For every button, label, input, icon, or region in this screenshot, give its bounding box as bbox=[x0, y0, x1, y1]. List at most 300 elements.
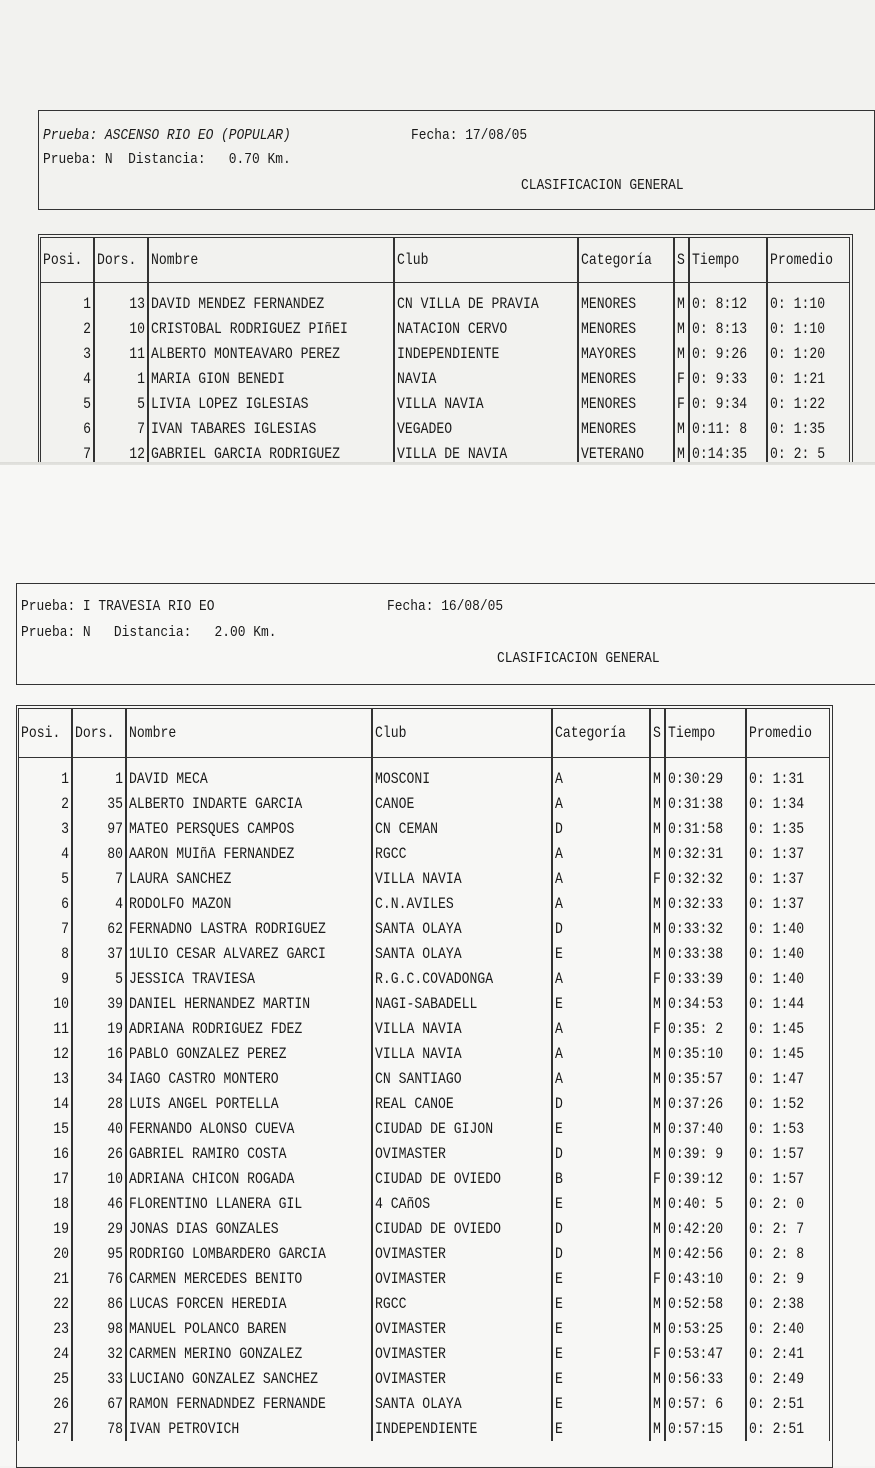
cell-promedio: 0: 2: 7 bbox=[746, 1216, 830, 1241]
fecha-label: Fecha: 17/08/05 bbox=[411, 127, 528, 144]
table-row bbox=[18, 991, 830, 1016]
cell-promedio: 0: 2: 0 bbox=[746, 1191, 830, 1216]
column-header-promedio: Promedio bbox=[746, 708, 830, 758]
cell-categoria: E bbox=[552, 941, 650, 966]
cell-dorsal: 16 bbox=[72, 1041, 126, 1066]
table-row bbox=[18, 1341, 830, 1366]
cell-promedio: 0: 1:20 bbox=[767, 341, 850, 366]
cell-nombre: GABRIEL GARCIA RODRIGUEZ bbox=[148, 441, 394, 466]
cell-sexo: F bbox=[674, 366, 690, 391]
cell-tiempo: 0:43:10 bbox=[665, 1266, 746, 1291]
cell-tiempo: 0:53:47 bbox=[665, 1341, 746, 1366]
cell-categoria: D bbox=[552, 1141, 650, 1166]
cell-sexo: M bbox=[650, 1141, 666, 1166]
cell-club: CANOE bbox=[372, 791, 552, 816]
cell-dorsal: 78 bbox=[72, 1416, 126, 1441]
cell-promedio: 0: 1:57 bbox=[746, 1166, 830, 1191]
cell-tiempo: 0:33:32 bbox=[665, 916, 746, 941]
cell-dorsal: 34 bbox=[72, 1066, 126, 1091]
cell-categoria: D bbox=[552, 1216, 650, 1241]
table-header-row bbox=[40, 237, 850, 283]
cell-promedio: 0: 1:45 bbox=[746, 1041, 830, 1066]
cell-nombre: PABLO GONZALEZ PEREZ bbox=[126, 1041, 372, 1066]
column-header-categoria: Categoría bbox=[578, 237, 673, 283]
results-sheet-ascenso bbox=[0, 0, 875, 470]
cell-tiempo: 0:14:35 bbox=[689, 441, 767, 466]
cell-posicion: 22 bbox=[18, 1291, 72, 1316]
cell-nombre: DAVID MENDEZ FERNANDEZ bbox=[148, 291, 394, 316]
cell-posicion: 7 bbox=[18, 916, 72, 941]
cell-dorsal: 1 bbox=[94, 366, 148, 391]
cell-categoria: A bbox=[552, 766, 650, 791]
race-header-box bbox=[38, 110, 875, 210]
cell-club: CN SANTIAGO bbox=[372, 1066, 552, 1091]
cell-categoria: MENORES bbox=[578, 391, 673, 416]
cell-nombre: MARIA GION BENEDI bbox=[148, 366, 394, 391]
table-row bbox=[40, 316, 850, 341]
cell-dorsal: 80 bbox=[72, 841, 126, 866]
cell-sexo: F bbox=[650, 866, 666, 891]
cell-posicion: 7 bbox=[40, 441, 94, 466]
cell-promedio: 0: 1:44 bbox=[746, 991, 830, 1016]
column-header-dorsal: Dors. bbox=[72, 708, 126, 758]
cell-dorsal: 97 bbox=[72, 816, 126, 841]
cell-club: CN VILLA DE PRAVIA bbox=[394, 291, 578, 316]
cell-club: NAVIA bbox=[394, 366, 578, 391]
cell-tiempo: 0: 8:12 bbox=[689, 291, 767, 316]
cell-tiempo: 0:33:38 bbox=[665, 941, 746, 966]
cell-sexo: M bbox=[674, 416, 690, 441]
column-header-nombre: Nombre bbox=[126, 708, 372, 758]
cell-categoria: MENORES bbox=[578, 291, 673, 316]
cell-club: CIUDAD DE GIJON bbox=[372, 1116, 552, 1141]
cell-club: RGCC bbox=[372, 1291, 552, 1316]
cell-tiempo: 0:42:20 bbox=[665, 1216, 746, 1241]
cell-categoria: E bbox=[552, 1291, 650, 1316]
cell-nombre: DAVID MECA bbox=[126, 766, 372, 791]
column-header-club: Club bbox=[394, 237, 578, 283]
cell-tiempo: 0:32:31 bbox=[665, 841, 746, 866]
column-header-categoria: Categoría bbox=[552, 708, 650, 758]
cell-club: R.G.C.COVADONGA bbox=[372, 966, 552, 991]
cell-club: VILLA NAVIA bbox=[372, 1016, 552, 1041]
cell-nombre: LUCIANO GONZALEZ SANCHEZ bbox=[126, 1366, 372, 1391]
cell-promedio: 0: 1:52 bbox=[746, 1091, 830, 1116]
cell-nombre: ADRIANA CHICON ROGADA bbox=[126, 1166, 372, 1191]
cell-sexo: F bbox=[650, 1266, 666, 1291]
column-header-club: Club bbox=[372, 708, 552, 758]
cell-nombre: CARMEN MERINO GONZALEZ bbox=[126, 1341, 372, 1366]
cell-club: CN CEMAN bbox=[372, 816, 552, 841]
column-header-nombre: Nombre bbox=[148, 237, 394, 283]
cell-nombre: LUIS ANGEL PORTELLA bbox=[126, 1091, 372, 1116]
cell-categoria: MENORES bbox=[578, 366, 673, 391]
cell-dorsal: 13 bbox=[94, 291, 148, 316]
cell-categoria: A bbox=[552, 841, 650, 866]
cell-club: REAL CANOE bbox=[372, 1091, 552, 1116]
column-header-dorsal: Dors. bbox=[94, 237, 148, 283]
table-row bbox=[18, 1016, 830, 1041]
cell-categoria: A bbox=[552, 966, 650, 991]
cell-posicion: 20 bbox=[18, 1241, 72, 1266]
cell-nombre: ALBERTO MONTEAVARO PEREZ bbox=[148, 341, 394, 366]
cell-nombre: MATEO PERSQUES CAMPOS bbox=[126, 816, 372, 841]
cell-sexo: M bbox=[674, 341, 690, 366]
cell-club: SANTA OLAYA bbox=[372, 941, 552, 966]
cell-categoria: A bbox=[552, 1016, 650, 1041]
cell-dorsal: 29 bbox=[72, 1216, 126, 1241]
cell-dorsal: 10 bbox=[72, 1166, 126, 1191]
cell-promedio: 0: 2:51 bbox=[746, 1416, 830, 1441]
prueba-label: Prueba: I TRAVESIA RIO EO bbox=[21, 598, 215, 615]
cell-promedio: 0: 2:49 bbox=[746, 1366, 830, 1391]
cell-nombre: CARMEN MERCEDES BENITO bbox=[126, 1266, 372, 1291]
cell-sexo: M bbox=[650, 766, 666, 791]
results-table bbox=[40, 237, 850, 466]
cell-promedio: 0: 2: 9 bbox=[746, 1266, 830, 1291]
cell-nombre: IAGO CASTRO MONTERO bbox=[126, 1066, 372, 1091]
cell-posicion: 14 bbox=[18, 1091, 72, 1116]
cell-club: INDEPENDIENTE bbox=[394, 341, 578, 366]
cell-promedio: 0: 1:21 bbox=[767, 366, 850, 391]
cell-club: C.N.AVILES bbox=[372, 891, 552, 916]
cell-dorsal: 10 bbox=[94, 316, 148, 341]
cell-categoria: A bbox=[552, 1066, 650, 1091]
cell-categoria: D bbox=[552, 916, 650, 941]
cell-tiempo: 0:31:58 bbox=[665, 816, 746, 841]
cell-tiempo: 0:39:12 bbox=[665, 1166, 746, 1191]
cell-club: 4 CAñOS bbox=[372, 1191, 552, 1216]
cell-categoria: E bbox=[552, 1116, 650, 1141]
cell-tiempo: 0:32:32 bbox=[665, 866, 746, 891]
cell-dorsal: 76 bbox=[72, 1266, 126, 1291]
table-row bbox=[18, 766, 830, 791]
cell-dorsal: 86 bbox=[72, 1291, 126, 1316]
cell-dorsal: 12 bbox=[94, 441, 148, 466]
distance-label: Prueba: N Distancia: 0.70 Km. bbox=[43, 151, 291, 168]
cell-tiempo: 0:42:56 bbox=[665, 1241, 746, 1266]
cell-nombre: FLORENTINO LLANERA GIL bbox=[126, 1191, 372, 1216]
cell-nombre: JESSICA TRAVIESA bbox=[126, 966, 372, 991]
cell-tiempo: 0:57: 6 bbox=[665, 1391, 746, 1416]
cell-sexo: M bbox=[650, 941, 666, 966]
cell-categoria: E bbox=[552, 1191, 650, 1216]
cell-tiempo: 0: 9:26 bbox=[689, 341, 767, 366]
table-row bbox=[18, 1366, 830, 1391]
cell-dorsal: 19 bbox=[72, 1016, 126, 1041]
cell-posicion: 4 bbox=[18, 841, 72, 866]
cell-nombre: LIVIA LOPEZ IGLESIAS bbox=[148, 391, 394, 416]
cell-categoria: B bbox=[552, 1166, 650, 1191]
cell-sexo: M bbox=[650, 1066, 666, 1091]
cell-sexo: F bbox=[650, 1341, 666, 1366]
table-row bbox=[18, 1091, 830, 1116]
cell-categoria: D bbox=[552, 1091, 650, 1116]
table-row bbox=[18, 941, 830, 966]
cell-tiempo: 0:57:15 bbox=[665, 1416, 746, 1441]
table-row bbox=[18, 1066, 830, 1091]
cell-club: RGCC bbox=[372, 841, 552, 866]
cell-sexo: F bbox=[674, 391, 690, 416]
cell-tiempo: 0:39: 9 bbox=[665, 1141, 746, 1166]
cell-tiempo: 0: 9:34 bbox=[689, 391, 767, 416]
cell-tiempo: 0: 8:13 bbox=[689, 316, 767, 341]
cell-posicion: 3 bbox=[40, 341, 94, 366]
cell-tiempo: 0:40: 5 bbox=[665, 1191, 746, 1216]
cell-tiempo: 0:34:53 bbox=[665, 991, 746, 1016]
cell-tiempo: 0:37:26 bbox=[665, 1091, 746, 1116]
cell-club: MOSCONI bbox=[372, 766, 552, 791]
cell-dorsal: 7 bbox=[94, 416, 148, 441]
cell-sexo: M bbox=[650, 791, 666, 816]
cell-posicion: 1 bbox=[18, 766, 72, 791]
cell-nombre: ALBERTO INDARTE GARCIA bbox=[126, 791, 372, 816]
table-row bbox=[40, 416, 850, 441]
cell-tiempo: 0:11: 8 bbox=[689, 416, 767, 441]
prueba-label: Prueba: ASCENSO RIO EO (POPULAR) bbox=[43, 127, 291, 144]
cell-sexo: M bbox=[674, 291, 690, 316]
cell-dorsal: 33 bbox=[72, 1366, 126, 1391]
cell-sexo: M bbox=[650, 1091, 666, 1116]
cell-tiempo: 0:53:25 bbox=[665, 1316, 746, 1341]
cell-sexo: M bbox=[650, 1216, 666, 1241]
cell-nombre: FERNADNO LASTRA RODRIGUEZ bbox=[126, 916, 372, 941]
cell-club: OVIMASTER bbox=[372, 1341, 552, 1366]
report-title: CLASIFICACION GENERAL bbox=[521, 177, 684, 194]
cell-posicion: 8 bbox=[18, 941, 72, 966]
cell-posicion: 5 bbox=[40, 391, 94, 416]
cell-categoria: E bbox=[552, 991, 650, 1016]
cell-posicion: 16 bbox=[18, 1141, 72, 1166]
cell-dorsal: 39 bbox=[72, 991, 126, 1016]
cell-posicion: 26 bbox=[18, 1391, 72, 1416]
results-sheet-travesia bbox=[0, 465, 875, 1466]
cell-promedio: 0: 1:45 bbox=[746, 1016, 830, 1041]
column-header-tiempo: Tiempo bbox=[665, 708, 746, 758]
cell-sexo: M bbox=[650, 816, 666, 841]
cell-categoria: E bbox=[552, 1316, 650, 1341]
cell-sexo: M bbox=[650, 1291, 666, 1316]
table-row bbox=[40, 341, 850, 366]
cell-posicion: 23 bbox=[18, 1316, 72, 1341]
cell-posicion: 3 bbox=[18, 816, 72, 841]
table-row bbox=[18, 1216, 830, 1241]
cell-club: SANTA OLAYA bbox=[372, 916, 552, 941]
cell-sexo: M bbox=[650, 1041, 666, 1066]
table-row bbox=[18, 966, 830, 991]
cell-nombre: RAMON FERNADNDEZ FERNANDE bbox=[126, 1391, 372, 1416]
cell-nombre: ADRIANA RODRIGUEZ FDEZ bbox=[126, 1016, 372, 1041]
cell-promedio: 0: 1:37 bbox=[746, 866, 830, 891]
cell-nombre: LAURA SANCHEZ bbox=[126, 866, 372, 891]
table-header-row bbox=[18, 708, 830, 758]
cell-club: SANTA OLAYA bbox=[372, 1391, 552, 1416]
table-row bbox=[18, 816, 830, 841]
cell-promedio: 0: 1:37 bbox=[746, 891, 830, 916]
cell-tiempo: 0:35: 2 bbox=[665, 1016, 746, 1041]
cell-dorsal: 62 bbox=[72, 916, 126, 941]
cell-posicion: 13 bbox=[18, 1066, 72, 1091]
cell-categoria: E bbox=[552, 1341, 650, 1366]
cell-sexo: M bbox=[650, 1416, 666, 1441]
cell-tiempo: 0:35:57 bbox=[665, 1066, 746, 1091]
cell-sexo: F bbox=[650, 966, 666, 991]
table-row bbox=[18, 1041, 830, 1066]
cell-nombre: IVAN PETROVICH bbox=[126, 1416, 372, 1441]
cell-promedio: 0: 1:35 bbox=[746, 816, 830, 841]
cell-nombre: 1ULIO CESAR ALVAREZ GARCI bbox=[126, 941, 372, 966]
cell-posicion: 10 bbox=[18, 991, 72, 1016]
cell-club: VEGADEO bbox=[394, 416, 578, 441]
cell-posicion: 2 bbox=[40, 316, 94, 341]
cell-posicion: 11 bbox=[18, 1016, 72, 1041]
cell-posicion: 5 bbox=[18, 866, 72, 891]
cell-sexo: F bbox=[650, 1016, 666, 1041]
column-header-sexo: S bbox=[650, 708, 666, 758]
cell-sexo: M bbox=[674, 441, 690, 466]
table-row bbox=[18, 891, 830, 916]
cell-club: NAGI-SABADELL bbox=[372, 991, 552, 1016]
cell-categoria: E bbox=[552, 1366, 650, 1391]
cell-promedio: 0: 2:40 bbox=[746, 1316, 830, 1341]
table-row bbox=[18, 1166, 830, 1191]
cell-promedio: 0: 1:31 bbox=[746, 766, 830, 791]
fecha-label: Fecha: 16/08/05 bbox=[387, 598, 504, 615]
cell-club: OVIMASTER bbox=[372, 1366, 552, 1391]
table-row bbox=[18, 1316, 830, 1341]
cell-club: OVIMASTER bbox=[372, 1241, 552, 1266]
cell-categoria: A bbox=[552, 891, 650, 916]
cell-categoria: E bbox=[552, 1266, 650, 1291]
cell-nombre: GABRIEL RAMIRO COSTA bbox=[126, 1141, 372, 1166]
cell-posicion: 18 bbox=[18, 1191, 72, 1216]
cell-posicion: 21 bbox=[18, 1266, 72, 1291]
cell-promedio: 0: 1:40 bbox=[746, 916, 830, 941]
column-header-tiempo: Tiempo bbox=[689, 237, 767, 283]
cell-club: INDEPENDIENTE bbox=[372, 1416, 552, 1441]
cell-sexo: M bbox=[674, 316, 690, 341]
cell-posicion: 27 bbox=[18, 1416, 72, 1441]
table-row bbox=[18, 1391, 830, 1416]
cell-promedio: 0: 1:40 bbox=[746, 941, 830, 966]
cell-tiempo: 0:37:40 bbox=[665, 1116, 746, 1141]
cell-posicion: 4 bbox=[40, 366, 94, 391]
table-row bbox=[18, 1241, 830, 1266]
cell-posicion: 24 bbox=[18, 1341, 72, 1366]
table-row bbox=[18, 841, 830, 866]
cell-club: VILLA DE NAVIA bbox=[394, 441, 578, 466]
cell-posicion: 15 bbox=[18, 1116, 72, 1141]
table-row bbox=[40, 291, 850, 316]
cell-dorsal: 28 bbox=[72, 1091, 126, 1116]
cell-posicion: 6 bbox=[18, 891, 72, 916]
cell-posicion: 25 bbox=[18, 1366, 72, 1391]
cell-categoria: MENORES bbox=[578, 316, 673, 341]
cell-categoria: A bbox=[552, 866, 650, 891]
column-header-posicion: Posi. bbox=[40, 237, 94, 283]
cell-categoria: E bbox=[552, 1416, 650, 1441]
cell-nombre: DANIEL HERNANDEZ MARTIN bbox=[126, 991, 372, 1016]
cell-club: CIUDAD DE OVIEDO bbox=[372, 1216, 552, 1241]
cell-sexo: M bbox=[650, 1316, 666, 1341]
cell-sexo: M bbox=[650, 1241, 666, 1266]
cell-nombre: IVAN TABARES IGLESIAS bbox=[148, 416, 394, 441]
column-header-sexo: S bbox=[674, 237, 690, 283]
cell-dorsal: 5 bbox=[72, 966, 126, 991]
table-row bbox=[40, 366, 850, 391]
cell-dorsal: 26 bbox=[72, 1141, 126, 1166]
cell-dorsal: 7 bbox=[72, 866, 126, 891]
cell-club: VILLA NAVIA bbox=[394, 391, 578, 416]
cell-promedio: 0: 2: 8 bbox=[746, 1241, 830, 1266]
cell-tiempo: 0:31:38 bbox=[665, 791, 746, 816]
cell-club: CIUDAD DE OVIEDO bbox=[372, 1166, 552, 1191]
cell-promedio: 0: 1:47 bbox=[746, 1066, 830, 1091]
cell-promedio: 0: 1:37 bbox=[746, 841, 830, 866]
cell-dorsal: 98 bbox=[72, 1316, 126, 1341]
cell-nombre: RODRIGO LOMBARDERO GARCIA bbox=[126, 1241, 372, 1266]
cell-sexo: M bbox=[650, 1391, 666, 1416]
cell-sexo: M bbox=[650, 841, 666, 866]
cell-tiempo: 0:32:33 bbox=[665, 891, 746, 916]
cell-dorsal: 67 bbox=[72, 1391, 126, 1416]
cell-dorsal: 95 bbox=[72, 1241, 126, 1266]
cell-categoria: A bbox=[552, 791, 650, 816]
cell-sexo: M bbox=[650, 1116, 666, 1141]
cell-nombre: CRISTOBAL RODRIGUEZ PIñEI bbox=[148, 316, 394, 341]
table-row bbox=[18, 1141, 830, 1166]
cell-promedio: 0: 1:34 bbox=[746, 791, 830, 816]
cell-promedio: 0: 1:57 bbox=[746, 1141, 830, 1166]
table-row bbox=[18, 791, 830, 816]
table-row bbox=[18, 1191, 830, 1216]
cell-categoria: MENORES bbox=[578, 416, 673, 441]
cell-dorsal: 32 bbox=[72, 1341, 126, 1366]
cell-promedio: 0: 1:10 bbox=[767, 291, 850, 316]
cell-tiempo: 0: 9:33 bbox=[689, 366, 767, 391]
cell-sexo: F bbox=[650, 1166, 666, 1191]
cell-categoria: VETERANO bbox=[578, 441, 673, 466]
cell-categoria: E bbox=[552, 1391, 650, 1416]
cell-dorsal: 4 bbox=[72, 891, 126, 916]
cell-nombre: FERNANDO ALONSO CUEVA bbox=[126, 1116, 372, 1141]
table-row bbox=[18, 1416, 830, 1441]
cell-nombre: RODOLFO MAZON bbox=[126, 891, 372, 916]
cell-dorsal: 11 bbox=[94, 341, 148, 366]
column-header-posicion: Posi. bbox=[18, 708, 72, 758]
cell-posicion: 6 bbox=[40, 416, 94, 441]
cell-club: NATACION CERVO bbox=[394, 316, 578, 341]
cell-categoria: D bbox=[552, 1241, 650, 1266]
table-row bbox=[18, 1291, 830, 1316]
cell-tiempo: 0:35:10 bbox=[665, 1041, 746, 1066]
table-row bbox=[18, 866, 830, 891]
cell-sexo: M bbox=[650, 1191, 666, 1216]
cell-club: VILLA NAVIA bbox=[372, 1041, 552, 1066]
cell-promedio: 0: 2:41 bbox=[746, 1341, 830, 1366]
cell-nombre: JONAS DIAS GONZALES bbox=[126, 1216, 372, 1241]
cell-promedio: 0: 1:10 bbox=[767, 316, 850, 341]
cell-club: OVIMASTER bbox=[372, 1266, 552, 1291]
cell-nombre: LUCAS FORCEN HEREDIA bbox=[126, 1291, 372, 1316]
cell-tiempo: 0:30:29 bbox=[665, 766, 746, 791]
cell-tiempo: 0:56:33 bbox=[665, 1366, 746, 1391]
race-header-box bbox=[16, 583, 875, 685]
cell-promedio: 0: 2:38 bbox=[746, 1291, 830, 1316]
cell-posicion: 19 bbox=[18, 1216, 72, 1241]
table-row bbox=[18, 1116, 830, 1141]
table-row bbox=[18, 1266, 830, 1291]
